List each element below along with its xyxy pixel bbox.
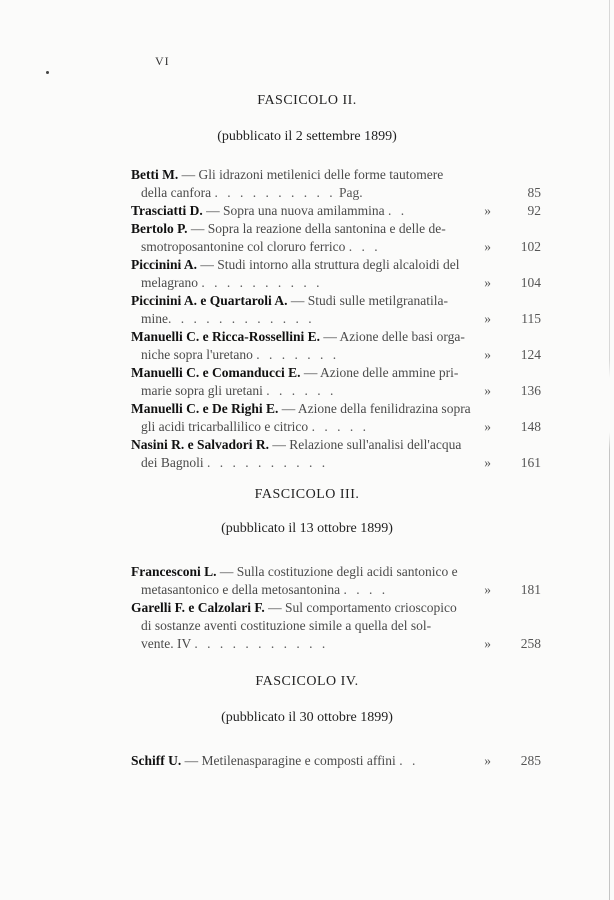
ditto-mark: » [484,347,491,362]
toc-entry [131,563,541,599]
entry-author: Schiff U. [131,753,182,768]
scan-speck [46,71,49,74]
entry-title-cont: gli acidi tricarballilico e citrico [141,419,309,434]
entry-title: — Sopra la reazione della santonina e delle de- [187,221,446,236]
entry-page: 115 [521,311,541,326]
toc-entry [131,752,541,770]
section-subtitle-fascicolo-4: (pubblicato il 30 ottobre 1899) [221,710,393,725]
entry-author: Trasciatti D. [131,203,203,218]
entry-title: — Sulla costituzione degli acidi santonico e [216,564,458,579]
entry-title: — Gli idrazoni metilenici delle forme tautomere [178,167,444,182]
dot-leader: . . . . . . [266,383,337,398]
dot-leader: . . . . . . . . . . . . [168,311,315,326]
ditto-mark: » [484,239,491,254]
entry-title: — Sul comportamento crioscopico [264,600,457,615]
entry-author: Manuelli C. e De Righi E. [131,401,279,416]
section-title-fascicolo-2: FASCICOLO II. [257,93,357,108]
ditto-mark: » [484,311,491,326]
dot-leader: . . . [348,239,381,254]
entry-title-cont: mine [141,311,168,326]
entry-page: 102 [520,239,541,254]
toc-entry [131,328,541,364]
entry-page: 92 [527,203,541,218]
dot-leader: . . . . [343,582,389,597]
entry-title: — Studi sulle metilgranatila- [287,293,448,308]
pag-label: Pag. [338,185,363,200]
entry-page: 161 [520,455,541,470]
entry-title-cont: marie sopra gli uretani [141,383,263,398]
entry-author: Garelli F. e Calzolari F. [131,600,265,615]
entry-title-cont: dei Bagnoli [141,455,204,470]
dot-leader: . . . . . . . . . . [214,185,336,200]
entry-title: — Metilenasparagine e composti affini [181,753,396,768]
entry-title-cont: metasantonico e della metosantonina [141,582,341,597]
dot-leader: . . [387,203,408,218]
dot-leader: . . [399,753,419,768]
entry-title-cont: smotroposantonine col cloruro ferrico [141,239,346,254]
toc-entry [131,436,541,472]
entry-page: 85 [527,185,541,200]
dot-leader: . . . . . . . . . . [207,455,329,470]
dot-leader: . . . . . . . . . . [201,275,323,290]
toc-entry [131,400,541,436]
ditto-mark: » [484,582,491,597]
entry-author: Bertolo P. [131,221,188,236]
entry-author: Nasini R. e Salvadori R. [131,437,270,452]
entry-title: — Relazione sull'analisi dell'acqua [269,437,462,452]
toc-entry [131,364,541,400]
entry-title-cont: vente. IV [141,636,191,651]
ditto-mark: » [484,455,491,470]
toc-entry [131,256,541,292]
section-subtitle-fascicolo-3: (pubblicato il 13 ottobre 1899) [221,521,393,536]
entry-page: 104 [520,275,541,290]
toc-entry [131,599,541,653]
entry-author: Piccinini A. [131,257,198,272]
toc-entry [131,292,541,328]
ditto-mark: » [484,753,491,768]
entry-page: 124 [520,347,541,362]
entry-page: 148 [520,419,541,434]
toc-entry [131,166,541,202]
ditto-mark: » [484,419,491,434]
entry-page: 136 [520,383,541,398]
entry-title: — Azione della fenilidrazina sopra [278,401,471,416]
ditto-mark: » [484,383,491,398]
entry-title-cont: niche sopra l'uretano [141,347,253,362]
dot-leader: . . . . . . . [256,347,340,362]
section-subtitle-fascicolo-2: (pubblicato il 2 settembre 1899) [217,129,397,144]
entry-author: Francesconi L. [131,564,217,579]
entry-title: — Sopra una nuova amilammina [202,203,385,218]
entry-title: — Azione delle basi orga- [320,329,465,344]
entry-author: Piccinini A. e Quartaroli A. [131,293,288,308]
entry-title-cont: melagrano [141,275,198,290]
section-title-fascicolo-3: FASCICOLO III. [254,487,360,502]
entry-page: 258 [520,636,541,651]
dot-leader: . . . . . . . . . . . [194,636,329,651]
entry-title-cont: della canfora [141,185,212,200]
page-number: VI [155,54,170,68]
entry-author: Manuelli C. e Comanducci E. [131,365,301,380]
section-title-fascicolo-4: FASCICOLO IV. [255,674,359,689]
entry-author: Betti M. [131,167,179,182]
dot-leader: . . . . . [311,419,369,434]
toc-entry [131,202,541,220]
ditto-mark: » [484,636,491,651]
ditto-mark: » [484,203,491,218]
toc-entry [131,220,541,256]
ditto-mark: » [484,275,491,290]
entry-title: — Studi intorno alla struttura degli alcaloidi del [197,257,460,272]
entry-page: 181 [520,582,541,597]
entry-author: Manuelli C. e Ricca-Rossellini E. [131,329,320,344]
entry-title-cont: di sostanze aventi costituzione simile a quella del sol- [141,618,432,633]
entry-title: — Azione delle ammine pri- [300,365,459,380]
entry-page: 285 [520,753,541,768]
